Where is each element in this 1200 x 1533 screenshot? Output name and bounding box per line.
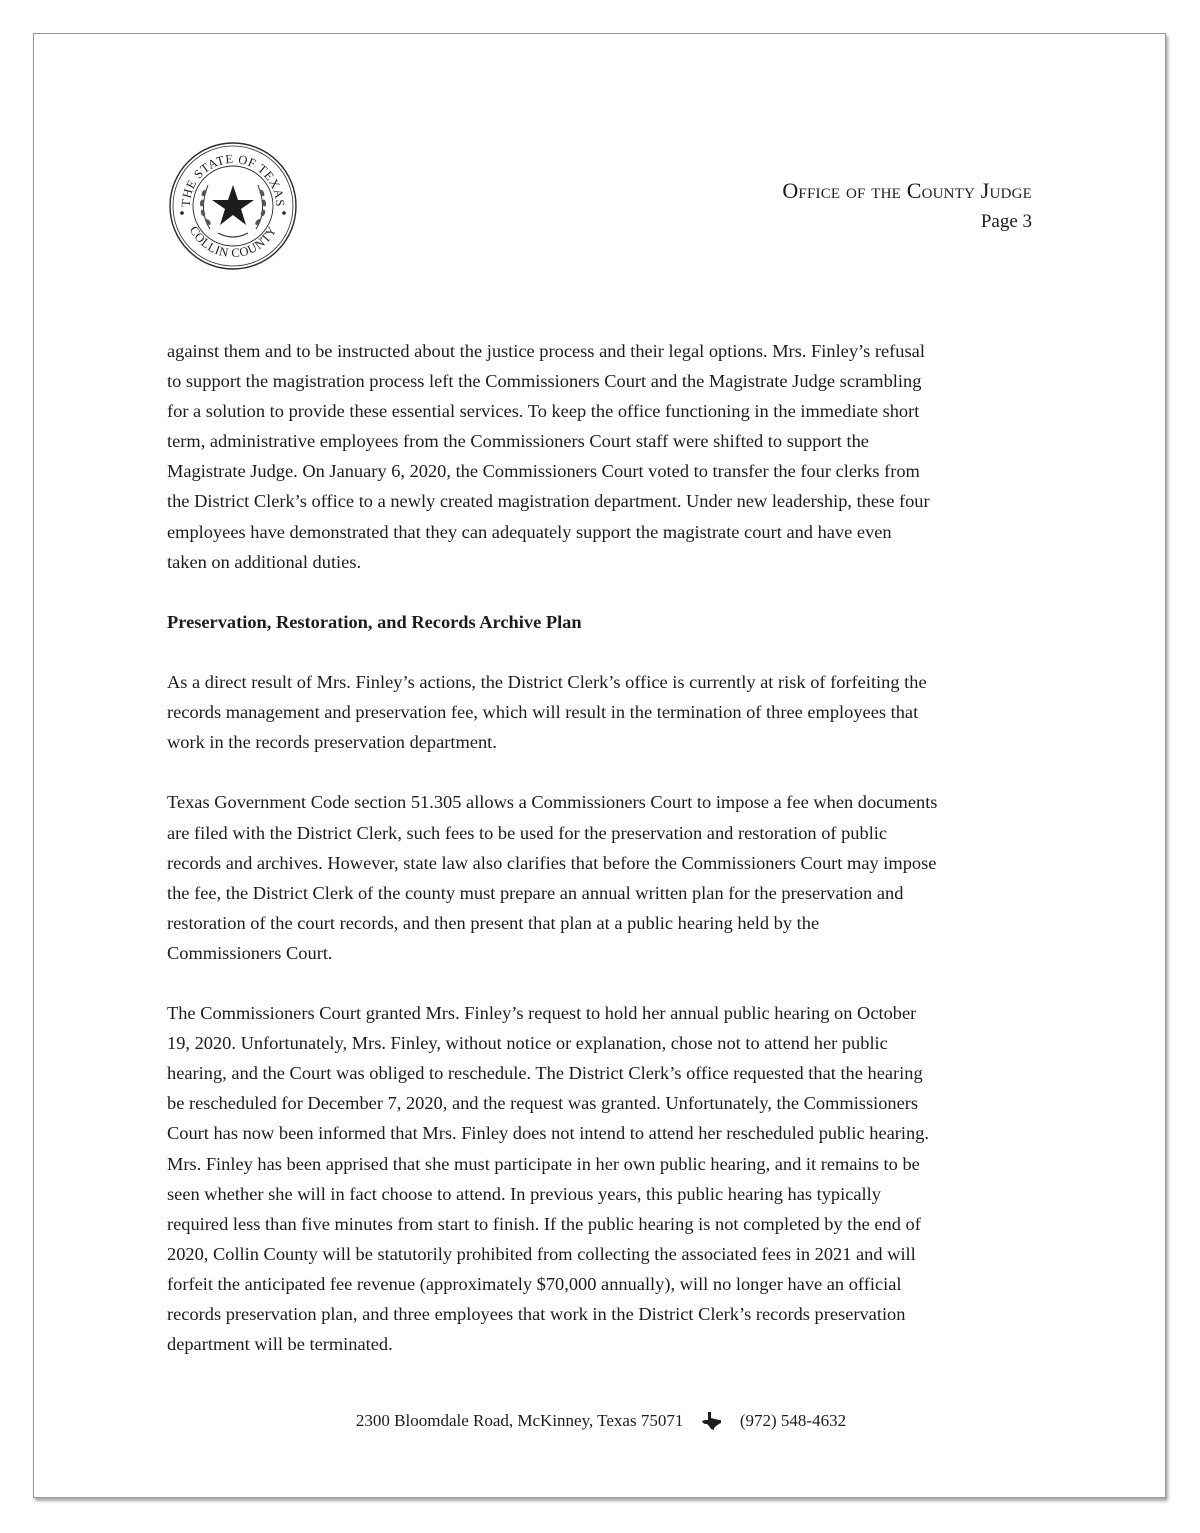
texas-state-icon [702, 1412, 722, 1430]
letterhead [782, 175, 1032, 237]
paragraph-4: The Commissioners Court granted Mrs. Finley’s request to hold her annual public hearing on October 19, 2020. Unfortunately, Mrs. Finley, without notice or explanation, chose not to attend her public hearing, and the Court was obliged to reschedule. The District Clerk’s office requested that the hearing be rescheduled for December 7, 2020, and the request was granted. Unfortunately, the Commissioners Court has now been informed that Mrs. Finley does not intend to attend her rescheduled public hearing. Mrs. Finley has been apprised that she must participate in her own public hearing, and it remains to be seen whether she will in fact choose to attend. In previous years, this public hearing has typically required less than five minutes from start to finish. If the public hearing is not completed by the end of 2020, Collin County will be statutorily prohibited from collecting the associated fees in 2021 and will forfeit the anticipated fee revenue (approximately $70,000 annually), will no longer have an official records preservation plan, and three employees that work in the District Clerk’s records preservation department will be terminated. [167, 1003, 930, 1355]
svg-text:THE STATE OF TEXAS: THE STATE OF TEXAS [178, 151, 288, 208]
footer-address: 2300 Bloomdale Road, McKinney, Texas 75071 [355, 1411, 684, 1431]
document-page [33, 33, 1166, 1498]
footer [1, 1410, 1200, 1431]
footer-phone: (972) 548-4632 [739, 1411, 847, 1431]
page-number: Page 3 [980, 211, 1032, 232]
paragraph-2: As a direct result of Mrs. Finley’s actions, the District Clerk’s office is currently at risk of forfeiting the records management and preservation fee, which will result in the termination of three employees that work in the records preservation department. [167, 672, 927, 753]
paragraph-3: Texas Government Code section 51.305 allows a Commissioners Court to impose a fee when documents are filed with the District Clerk, such fees to be used for the preservation and restoration of public records and archives. However, state law also clarifies that before the Commissioners Court may impose the fee, the District Clerk of the county must prepare an annual written plan for the preservation and restoration of the court records, and then present that plan at a public hearing held by the Commissioners Court. [167, 792, 938, 963]
section-heading: Preservation, Restoration, and Records Archive Plan [167, 611, 582, 632]
collin-county-seal [168, 141, 298, 271]
letter-body [167, 336, 1037, 1389]
office-title: Office of the County Judge [782, 178, 1032, 203]
paragraph-1: against them and to be instructed about the justice process and their legal options. Mrs. Finley’s refusal to support the magistration process left the Commissioners Court and the Magistrate Judge scrambling for a solution to provide these essential services. To keep the office functioning in the immediate short term, administrative employees from the Commissioners Court staff were shifted to support the Magistrate Judge. On January 6, 2020, the Commissioners Court voted to transfer the four clerks from the District Clerk’s office to a newly created magistration department. Under new leadership, these four employees have demonstrated that they can adequately support the magistrate court and have even taken on additional duties. [167, 341, 930, 572]
svg-text:COLLIN COUNTY: COLLIN COUNTY [186, 223, 280, 261]
